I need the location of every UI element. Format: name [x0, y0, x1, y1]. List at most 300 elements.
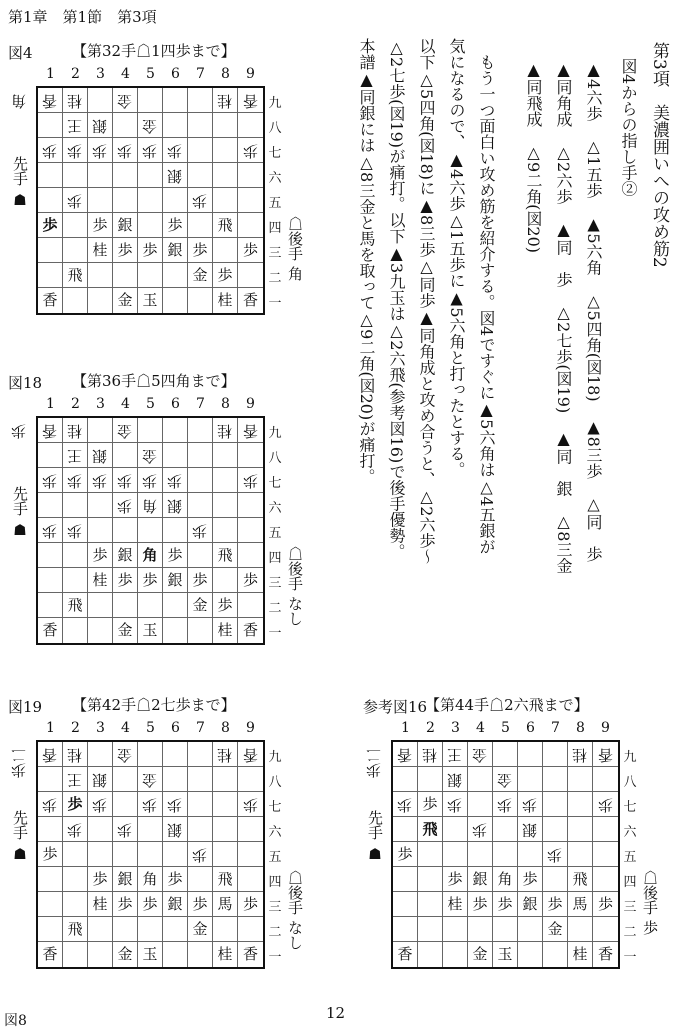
column-number: 4	[121, 396, 130, 412]
gote-piece: 歩	[142, 796, 158, 814]
column-number: 2	[71, 720, 80, 736]
board-square	[113, 493, 138, 518]
board-square	[593, 767, 618, 792]
board-square	[493, 817, 518, 842]
board-square	[113, 263, 138, 288]
board-square	[113, 443, 138, 468]
board-square	[113, 418, 138, 443]
article-subtitle: 図4からの指し手②	[619, 58, 638, 197]
gote-piece: 金	[472, 746, 488, 764]
sente-piece: 金	[192, 596, 208, 614]
board-square	[393, 792, 418, 817]
sente-piece: 歩	[117, 241, 133, 259]
board-square	[443, 742, 468, 767]
diagram-label: 参考図16	[363, 698, 428, 716]
board-square	[188, 892, 213, 917]
board-square	[213, 188, 238, 213]
gote-piece: 桂	[67, 746, 83, 764]
board-square	[113, 113, 138, 138]
gote-piece: 香	[397, 746, 413, 764]
board-square	[88, 288, 113, 313]
board-square	[213, 88, 238, 113]
row-number: 二	[623, 925, 637, 940]
gote-piece: 金	[142, 447, 158, 465]
board-square	[188, 88, 213, 113]
board-square	[88, 113, 113, 138]
diagram-fig4	[0, 38, 340, 338]
board-square	[418, 742, 443, 767]
board-square	[38, 543, 63, 568]
column-number: 7	[196, 396, 205, 412]
board-square	[38, 468, 63, 493]
board-square	[113, 213, 138, 238]
sente-label: 先手 ☗	[11, 486, 29, 539]
gote-piece: 歩	[472, 821, 488, 839]
sente-piece: 桂	[572, 945, 588, 963]
board-square	[63, 792, 88, 817]
sente-hand: 角	[10, 94, 28, 109]
board-square	[38, 593, 63, 618]
gote-piece: 金	[142, 771, 158, 789]
row-number: 七	[268, 476, 282, 491]
board-square	[238, 767, 263, 792]
board-square	[238, 742, 263, 767]
board-square	[188, 288, 213, 313]
board-square	[238, 188, 263, 213]
sente-piece: 金	[117, 291, 133, 309]
board-square	[138, 138, 163, 163]
body-line-5: 本譜▲同銀には△8三金と馬を取って△9二角(図20)が痛打。	[357, 38, 376, 485]
sente-piece: 歩	[422, 795, 438, 813]
sente-piece: 飛	[67, 266, 83, 284]
board-square	[38, 418, 63, 443]
gote-hand: ☖後手 角	[286, 216, 304, 281]
row-number: 九	[268, 750, 282, 765]
board-square	[38, 213, 63, 238]
board-square	[163, 288, 188, 313]
gote-piece: 金	[117, 746, 133, 764]
diagram-fig19	[0, 692, 340, 992]
board-square	[138, 543, 163, 568]
row-number: 二	[268, 925, 282, 940]
board-square	[138, 767, 163, 792]
column-number: 7	[551, 720, 560, 736]
sente-piece: 歩	[192, 895, 208, 913]
gote-piece: 歩	[192, 522, 208, 540]
board-square	[63, 942, 88, 967]
board-square	[443, 867, 468, 892]
gote-piece: 歩	[397, 796, 413, 814]
row-number: 七	[268, 146, 282, 161]
gote-piece: 銀	[92, 447, 108, 465]
sente-piece: 香	[242, 945, 258, 963]
row-number: 九	[268, 96, 282, 111]
board-square	[593, 742, 618, 767]
board-square	[238, 263, 263, 288]
gote-piece: 王	[67, 117, 83, 135]
board-square	[568, 867, 593, 892]
board-square	[63, 543, 88, 568]
board-square	[493, 942, 518, 967]
board-square	[88, 468, 113, 493]
gote-piece: 香	[42, 92, 58, 110]
board-square	[543, 792, 568, 817]
gote-piece: 香	[242, 92, 258, 110]
gote-piece: 銀	[167, 167, 183, 185]
board-square	[88, 188, 113, 213]
board-square	[468, 792, 493, 817]
sente-piece: 歩	[92, 870, 108, 888]
row-number: 八	[268, 121, 282, 136]
board-square	[163, 867, 188, 892]
board-square	[443, 817, 468, 842]
sente-piece: 歩	[117, 571, 133, 589]
board-square	[113, 518, 138, 543]
board-square	[543, 742, 568, 767]
board-square	[63, 817, 88, 842]
row-number: 八	[623, 775, 637, 790]
row-number: 三	[268, 576, 282, 591]
board-square	[393, 917, 418, 942]
sente-piece: 銀	[117, 870, 133, 888]
gote-piece: 金	[142, 117, 158, 135]
column-number: 8	[221, 66, 230, 82]
sente-piece: 桂	[217, 291, 233, 309]
board-square	[113, 618, 138, 643]
board-square	[163, 543, 188, 568]
board-square	[568, 842, 593, 867]
board-square	[88, 88, 113, 113]
sente-piece: 香	[42, 621, 58, 639]
board-square	[88, 867, 113, 892]
board-square	[38, 113, 63, 138]
board-square	[188, 568, 213, 593]
board-square	[63, 188, 88, 213]
row-number: 六	[623, 825, 637, 840]
sente-piece: 歩	[42, 216, 58, 234]
sente-piece: 玉	[142, 945, 158, 963]
gote-piece: 王	[67, 447, 83, 465]
gote-piece: 桂	[422, 746, 438, 764]
board-square	[113, 88, 138, 113]
board-square	[393, 842, 418, 867]
board-square	[418, 817, 443, 842]
board-square	[468, 917, 493, 942]
row-number: 五	[623, 850, 637, 865]
gote-piece: 歩	[447, 796, 463, 814]
board-square	[543, 917, 568, 942]
sente-piece: 歩	[447, 870, 463, 888]
board-square	[163, 113, 188, 138]
board-square	[213, 113, 238, 138]
board-square	[393, 942, 418, 967]
board-square	[568, 892, 593, 917]
gote-piece: 歩	[117, 142, 133, 160]
board-square	[88, 418, 113, 443]
board-square	[238, 468, 263, 493]
board-square	[238, 867, 263, 892]
board-square	[88, 518, 113, 543]
board-square	[163, 618, 188, 643]
board-square	[138, 867, 163, 892]
board-square	[238, 892, 263, 917]
board-square	[188, 917, 213, 942]
gote-piece: 歩	[167, 472, 183, 490]
moves-line-2: ▲同角成 △2六歩 ▲同 歩 △2七歩(図19) ▲同 銀 △8三金	[554, 60, 573, 574]
column-number: 2	[426, 720, 435, 736]
board-square	[418, 942, 443, 967]
board-square	[38, 767, 63, 792]
gote-piece: 歩	[42, 522, 58, 540]
gote-piece: 歩	[67, 142, 83, 160]
board-square	[518, 942, 543, 967]
sente-piece: 桂	[92, 241, 108, 259]
sente-piece: 歩	[92, 216, 108, 234]
board-square	[213, 917, 238, 942]
board-square	[113, 742, 138, 767]
board-square	[163, 942, 188, 967]
board-square	[393, 817, 418, 842]
column-number: 9	[601, 720, 610, 736]
column-number: 9	[246, 396, 255, 412]
board-square	[63, 163, 88, 188]
board-square	[38, 138, 63, 163]
board-square	[213, 518, 238, 543]
row-number: 一	[623, 950, 637, 965]
board-square	[418, 917, 443, 942]
board-square	[238, 917, 263, 942]
board-square	[113, 867, 138, 892]
gote-piece: 歩	[117, 472, 133, 490]
board-square	[418, 867, 443, 892]
sente-piece: 香	[242, 291, 258, 309]
board-square	[238, 593, 263, 618]
board-square	[238, 792, 263, 817]
board-square	[138, 518, 163, 543]
sente-piece: 馬	[572, 895, 588, 913]
sente-piece: 飛	[67, 596, 83, 614]
sente-hand: 歩二	[365, 748, 383, 778]
column-number: 8	[221, 720, 230, 736]
diagram-title: 【第36手☖5四角まで】	[72, 372, 236, 390]
board-square	[38, 288, 63, 313]
board-square	[188, 842, 213, 867]
gote-piece: 歩	[142, 142, 158, 160]
sente-piece: 銀	[167, 571, 183, 589]
diagram-label: 図4	[8, 44, 33, 62]
gote-piece: 銀	[522, 821, 538, 839]
gote-piece: 香	[242, 746, 258, 764]
gote-piece: 香	[42, 746, 58, 764]
board-square	[568, 742, 593, 767]
board-square	[138, 288, 163, 313]
board-square	[163, 493, 188, 518]
sente-piece: 金	[117, 621, 133, 639]
gote-piece: 歩	[92, 796, 108, 814]
column-number: 5	[146, 396, 155, 412]
board-square	[213, 468, 238, 493]
sente-piece: 歩	[192, 571, 208, 589]
row-number: 一	[268, 626, 282, 641]
board-square	[568, 792, 593, 817]
board-square	[188, 493, 213, 518]
gote-piece: 歩	[522, 796, 538, 814]
sente-piece: 香	[42, 945, 58, 963]
sente-piece: 香	[397, 945, 413, 963]
board-square	[468, 867, 493, 892]
sente-piece: 銀	[117, 546, 133, 564]
board-square	[38, 817, 63, 842]
diagram-label: 図18	[8, 374, 43, 392]
gote-piece: 歩	[42, 142, 58, 160]
sente-piece: 歩	[42, 845, 58, 863]
board-square	[63, 468, 88, 493]
gote-piece: 銀	[167, 497, 183, 515]
gote-piece: 桂	[217, 746, 233, 764]
board-square	[63, 892, 88, 917]
board-square	[88, 163, 113, 188]
board-square	[113, 543, 138, 568]
sente-piece: 角	[142, 870, 158, 888]
board-square	[188, 518, 213, 543]
board-square	[138, 917, 163, 942]
board-square	[213, 213, 238, 238]
column-number: 3	[96, 720, 105, 736]
board-square	[518, 892, 543, 917]
board-square	[88, 493, 113, 518]
board-square	[88, 543, 113, 568]
board-square	[518, 817, 543, 842]
board-square	[63, 113, 88, 138]
diagram-ref16	[355, 692, 678, 992]
gote-piece: 歩	[597, 796, 613, 814]
board-square	[418, 842, 443, 867]
gote-piece: 歩	[242, 142, 258, 160]
sente-piece: 馬	[217, 895, 233, 913]
board-square	[493, 892, 518, 917]
board-square	[238, 113, 263, 138]
shogi-board	[391, 740, 620, 969]
sente-piece: 歩	[192, 241, 208, 259]
diagram-title: 【第44手☖2六飛まで】	[425, 696, 589, 714]
column-number: 9	[246, 66, 255, 82]
board-square	[593, 817, 618, 842]
board-square	[188, 618, 213, 643]
column-number: 6	[171, 396, 180, 412]
board-square	[213, 767, 238, 792]
row-number: 三	[623, 900, 637, 915]
sente-piece: 歩	[522, 870, 538, 888]
board-square	[163, 138, 188, 163]
gote-piece: 歩	[42, 472, 58, 490]
board-square	[213, 792, 238, 817]
board-square	[63, 518, 88, 543]
board-square	[188, 593, 213, 618]
board-square	[418, 767, 443, 792]
board-square	[188, 138, 213, 163]
board-square	[38, 443, 63, 468]
board-square	[113, 138, 138, 163]
board-square	[63, 213, 88, 238]
board-square	[88, 742, 113, 767]
board-square	[238, 942, 263, 967]
column-number: 4	[121, 720, 130, 736]
board-square	[213, 443, 238, 468]
sente-piece: 歩	[117, 895, 133, 913]
row-number: 六	[268, 501, 282, 516]
row-number: 三	[268, 900, 282, 915]
sente-piece: 歩	[142, 241, 158, 259]
row-number: 六	[268, 171, 282, 186]
sente-piece: 桂	[447, 895, 463, 913]
board-square	[188, 942, 213, 967]
sente-piece: 歩	[597, 895, 613, 913]
diagram-fig18	[0, 368, 340, 668]
column-number: 6	[171, 720, 180, 736]
board-square	[443, 942, 468, 967]
gote-piece: 桂	[67, 92, 83, 110]
sente-piece: 銀	[522, 895, 538, 913]
board-square	[63, 842, 88, 867]
sente-piece: 玉	[497, 945, 513, 963]
board-square	[493, 842, 518, 867]
sente-piece: 歩	[472, 895, 488, 913]
board-square	[493, 742, 518, 767]
gote-piece: 歩	[117, 821, 133, 839]
board-square	[38, 263, 63, 288]
board-square	[238, 618, 263, 643]
gote-hand: ☖後手 なし	[286, 870, 304, 950]
board-square	[238, 138, 263, 163]
gote-piece: 歩	[92, 142, 108, 160]
gote-piece: 歩	[547, 846, 563, 864]
board-square	[493, 792, 518, 817]
sente-piece: 飛	[67, 920, 83, 938]
sente-piece: 玉	[142, 621, 158, 639]
sente-piece: 歩	[397, 845, 413, 863]
board-square	[238, 543, 263, 568]
board-square	[188, 163, 213, 188]
gote-piece: 銀	[92, 117, 108, 135]
sente-piece: 歩	[167, 216, 183, 234]
board-square	[88, 892, 113, 917]
board-square	[113, 568, 138, 593]
board-square	[543, 942, 568, 967]
board-square	[468, 842, 493, 867]
board-square	[63, 88, 88, 113]
sente-piece: 歩	[217, 266, 233, 284]
board-square	[138, 568, 163, 593]
board-square	[63, 418, 88, 443]
board-square	[88, 842, 113, 867]
board-square	[113, 163, 138, 188]
board-square	[213, 817, 238, 842]
board-square	[163, 238, 188, 263]
board-square	[38, 238, 63, 263]
board-square	[493, 767, 518, 792]
board-square	[468, 892, 493, 917]
board-square	[393, 767, 418, 792]
board-square	[138, 163, 163, 188]
board-square	[38, 867, 63, 892]
gote-piece: 歩	[497, 796, 513, 814]
board-square	[163, 742, 188, 767]
board-square	[188, 213, 213, 238]
board-square	[213, 568, 238, 593]
column-number: 8	[576, 720, 585, 736]
board-square	[38, 188, 63, 213]
row-number: 四	[623, 875, 637, 890]
